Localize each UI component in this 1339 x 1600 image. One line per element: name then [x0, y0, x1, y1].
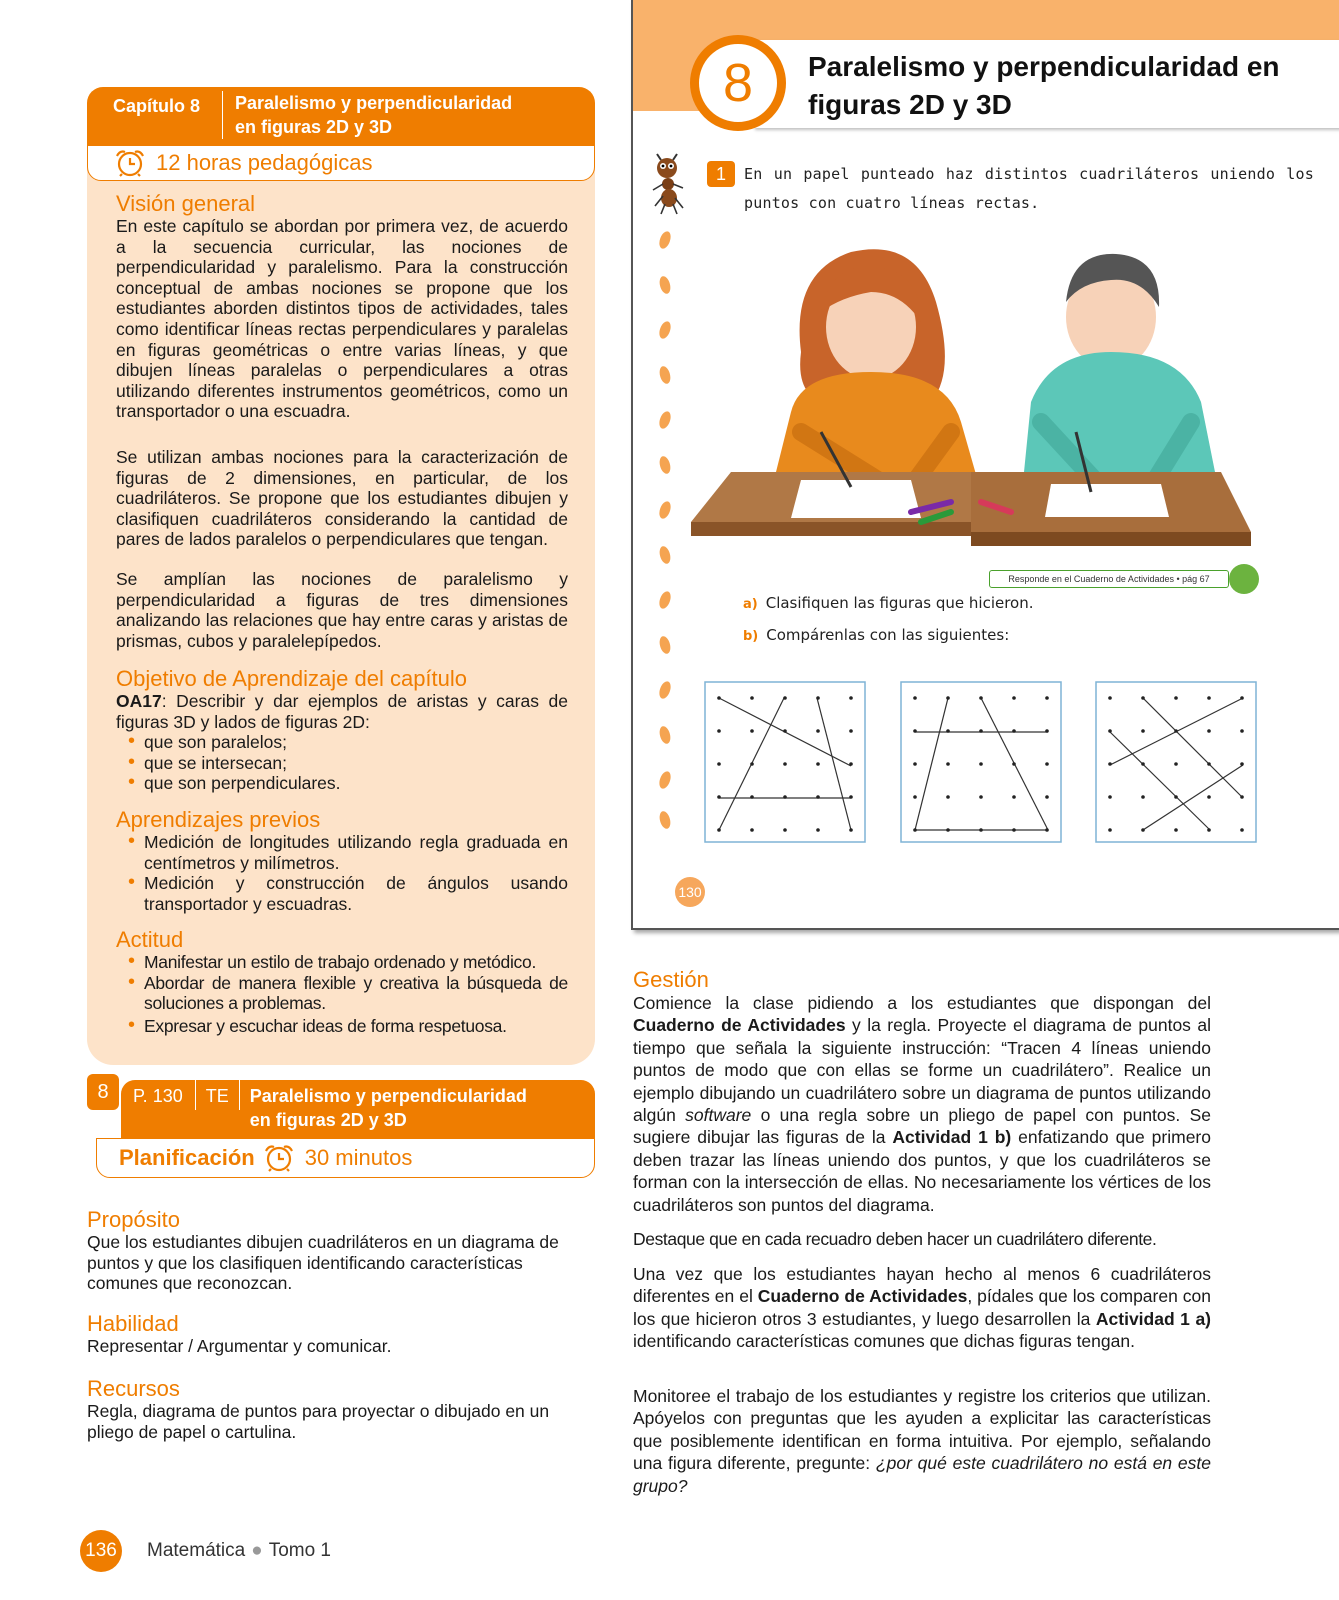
recursos-text: Regla, diagrama de puntos para proyectar o dibujado en un pliego de papel o cartulina. — [87, 1401, 550, 1442]
list-item: • Medición y construcción de ángulos usando transportador y escuadras. — [116, 873, 568, 914]
grid-dot — [946, 762, 950, 766]
footer-text: Matemática ● Tomo 1 — [147, 1540, 331, 1561]
actitud-section — [116, 928, 568, 1036]
list-item: • Expresar y escuchar ideas de forma respetuosa. — [116, 1016, 568, 1037]
actitud-title: Actitud — [116, 927, 184, 952]
grid-dot — [783, 762, 787, 766]
list-item: • que se intersecan; — [116, 753, 568, 774]
grid-dot — [946, 729, 950, 733]
list-item: • Abordar de manera flexible y creativa la búsqueda de soluciones a problemas. — [116, 973, 568, 1014]
grid-dot — [750, 729, 754, 733]
planning-title: Paralelismo y perpendicularidad en figuras 2D y 3D — [249, 1086, 527, 1130]
habilidad-section — [87, 1312, 597, 1357]
grid-dot — [1045, 729, 1049, 733]
children-drawing-illustration — [681, 232, 1263, 552]
grid-dot — [816, 696, 820, 700]
list-item: • Medición de longitudes utilizando regla graduada en centímetros y milímetros. — [116, 832, 568, 873]
grid-dot — [816, 729, 820, 733]
grid-dot — [849, 729, 853, 733]
dot-grid-diagrams — [703, 680, 1303, 850]
grid-dot — [946, 696, 950, 700]
grid-dot — [979, 795, 983, 799]
recursos-title: Recursos — [87, 1376, 180, 1401]
chapter-header — [87, 87, 595, 145]
grid-dot — [1174, 696, 1178, 700]
proposito-text: Que los estudiantes dibujen cuadriláteros en un diagrama de puntos y que los clasifiquen identificando características comunes que reconozcan. — [87, 1232, 559, 1294]
actitud-list — [116, 952, 568, 1036]
objetivo-section — [116, 667, 568, 794]
chapter-title: Paralelismo y perpendicularidad en figuras 2D y 3D — [235, 93, 513, 137]
grid-dot — [1108, 762, 1112, 766]
grid-dot — [1207, 795, 1211, 799]
student-page-title: Paralelismo y perpendicularidad en figuras 2D y 3D — [808, 51, 1280, 120]
grid-dot — [849, 828, 853, 832]
gestion-section — [633, 968, 1211, 1216]
grid-dot — [1012, 795, 1016, 799]
grid-dot — [1141, 762, 1145, 766]
chapter-number-label: Capítulo 8 — [87, 91, 223, 139]
grid-dot — [979, 762, 983, 766]
grid-dot — [717, 795, 721, 799]
grid-dot — [1207, 762, 1211, 766]
grid-dot — [849, 696, 853, 700]
grid-dot — [1045, 795, 1049, 799]
student-page-chapter-number: 8 — [690, 35, 786, 131]
responde-note: Responde en el Cuaderno de Actividades • pág 67 — [989, 570, 1229, 588]
grid-dot — [1012, 696, 1016, 700]
grid-dot — [1045, 696, 1049, 700]
vision-paragraph-3: Se amplían las nociones de paralelismo y perpendicularidad a figuras de tres dimensiones analizando las relaciones que hay entre caras y aristas de prismas, cubos y paralelepípedos. — [116, 569, 568, 651]
vision-paragraph-2: Se utilizan ambas nociones para la caracterización de figuras de 2 dimensiones, en particular, de los cuadriláteros. Se propone que los estudiantes dibujen y clasifiquen cuadriláteros considerando la cantidad de pares de lados paralelos o perpendiculares que tengan. — [116, 447, 568, 550]
grid-dot — [750, 828, 754, 832]
grid-dot — [1108, 729, 1112, 733]
gestion-paragraph-3: Una vez que los estudiantes hayan hecho al menos 6 cuadriláteros diferentes en el Cuaderno de Actividades, pídales que los comparen con los que hicieron otros 3 estudiantes, y luego desarrollen la Actividad 1 a) identificando características comunes que dichas figuras tengan. — [633, 1264, 1212, 1352]
grid-dot — [1174, 828, 1178, 832]
hours-label: 12 horas pedagógicas — [156, 150, 373, 175]
activity-text: En un papel punteado haz distintos cuadriláteros uniendo los puntos con cuatro líneas rectas. — [744, 165, 1314, 212]
gestion-paragraph-4: Monitoree el trabajo de los estudiantes y registre los criterios que utilizan. Apóyelos con preguntas que les ayuden a explicitar las características que posiblemente identifican en forma intuitiva. Por ejemplo, señalando una figura diferente, pregunte: ¿por qué este cuadrilátero no está en este grupo? — [633, 1386, 1211, 1496]
objetivo-list — [116, 732, 568, 794]
question-b: b) Compárenlas con las siguientes: — [743, 626, 1010, 644]
objetivo-title: Objetivo de Aprendizaje del capítulo — [116, 666, 468, 691]
grid-dot — [979, 828, 983, 832]
habilidad-text: Representar / Argumentar y comunicar. — [87, 1336, 392, 1356]
planning-label: Planificación — [119, 1145, 255, 1170]
vision-section — [116, 192, 568, 422]
grid-dot — [913, 828, 917, 832]
grid-dot — [750, 762, 754, 766]
habilidad-title: Habilidad — [87, 1311, 179, 1336]
leaf-decoration — [653, 230, 677, 830]
page-number: 136 — [80, 1530, 122, 1572]
grid-dot — [979, 729, 983, 733]
planning-header — [121, 1080, 595, 1138]
grid-dot — [1012, 828, 1016, 832]
grid-dot — [1207, 729, 1211, 733]
planning-number-badge: 8 — [87, 1074, 119, 1110]
grid-dot — [1240, 729, 1244, 733]
grid-dot — [816, 828, 820, 832]
grid-dot — [816, 795, 820, 799]
grid-dot — [1108, 828, 1112, 832]
grid-dot — [717, 762, 721, 766]
grid-dot — [783, 828, 787, 832]
pencil-badge-icon — [1229, 564, 1259, 594]
previos-list — [116, 832, 568, 914]
grid-dot — [1240, 696, 1244, 700]
grid-dot — [1012, 729, 1016, 733]
grid-dot — [946, 795, 950, 799]
ant-mascot-icon — [647, 152, 689, 216]
grid-dot — [750, 795, 754, 799]
gestion-title: Gestión — [633, 967, 709, 992]
student-page-number: 130 — [675, 877, 705, 907]
vision-title: Visión general — [116, 191, 256, 216]
grid-dot — [1141, 729, 1145, 733]
planning-bar — [96, 1138, 595, 1178]
alarm-clock-icon — [114, 149, 146, 177]
grid-dot — [1240, 795, 1244, 799]
gestion-paragraph-1: Comience la clase pidiendo a los estudiantes que dispongan del Cuaderno de Actividades y la regla. Proyecte el diagrama de puntos al tiempo que señala la siguiente instrucción: “Tracen 4 líneas uniendo puntos de modo que con ellas se forme un cuadrilátero”. Realice un ejemplo dibujando un cuadrilátero sobre un diagrama de puntos utilizando algún software o una regla sobre un pliego de papel con puntos. Se sugiere dibujar las figuras de la Actividad 1 b) enfatizando que primero deben trazar las líneas uniendo dos puntos, y que los cuadriláteros se forman con la intersección de ellas. No necesariamente los vértices de los cuadriláteros son puntos del diagrama. — [633, 993, 1212, 1215]
grid-dot — [1045, 762, 1049, 766]
objetivo-text: OA17: Describir y dar ejemplos de aristas y caras de figuras 3D y lados de figuras 2D: — [116, 691, 568, 732]
vision-paragraph-1: En este capítulo se abordan por primera vez, de acuerdo a la secuencia curricular, las nociones de perpendicularidad y paralelismo. Para la construcción conceptual de ambas nociones se propone que los estudiantes aborden distintos tipos de actividades, tales como identificar líneas rectas perpendiculares y paralelas en figuras geométricas o entre varias líneas, y que dibujen líneas paralelas o perpendiculares a otras utilizando diferentes instrumentos geométricos, como un transportador o una escuadra. — [116, 216, 568, 422]
grid-dot — [979, 696, 983, 700]
grid-dot — [1240, 762, 1244, 766]
grid-dot — [783, 729, 787, 733]
planning-duration: 30 minutos — [304, 1145, 413, 1170]
list-item: • que son paralelos; — [116, 732, 568, 753]
list-item: • Manifestar un estilo de trabajo ordenado y metódico. — [116, 952, 568, 973]
grid-dot — [1141, 795, 1145, 799]
proposito-section — [87, 1208, 597, 1294]
grid-dot — [816, 762, 820, 766]
grid-dot — [1174, 729, 1178, 733]
grid-dot — [946, 828, 950, 832]
previos-section — [116, 808, 568, 914]
grid-dot — [717, 729, 721, 733]
grid-dot — [1174, 795, 1178, 799]
grid-dot — [717, 696, 721, 700]
grid-dot — [849, 795, 853, 799]
grid-dot — [1174, 762, 1178, 766]
grid-dot — [913, 795, 917, 799]
list-item: • que son perpendiculares. — [116, 773, 568, 794]
grid-dot — [750, 696, 754, 700]
planning-te: TE — [196, 1080, 240, 1110]
grid-dot — [1141, 696, 1145, 700]
grid-dot — [1045, 828, 1049, 832]
student-page — [631, 0, 1339, 930]
grid-dot — [849, 762, 853, 766]
grid-dot — [913, 762, 917, 766]
grid-dot — [1207, 696, 1211, 700]
grid-dot — [1012, 762, 1016, 766]
grid-dot — [1141, 828, 1145, 832]
grid-dot — [913, 696, 917, 700]
grid-dot — [783, 795, 787, 799]
planning-page: P. 130 — [121, 1080, 196, 1110]
grid-dot — [783, 696, 787, 700]
grid-dot — [1108, 795, 1112, 799]
grid-dot — [1207, 828, 1211, 832]
activity-number: 1 — [707, 161, 735, 187]
recursos-section — [87, 1377, 597, 1442]
grid-dot — [1108, 696, 1112, 700]
grid-dot — [913, 729, 917, 733]
grid-dot — [1240, 828, 1244, 832]
previos-title: Aprendizajes previos — [116, 807, 321, 832]
grid-dot — [717, 828, 721, 832]
hours-bar — [87, 145, 595, 181]
proposito-title: Propósito — [87, 1207, 180, 1232]
gestion-paragraph-2: Destaque que en cada recuadro deben hacer un cuadrilátero diferente. — [633, 1229, 1157, 1249]
question-a: a) Clasifiquen las figuras que hicieron. — [743, 594, 1034, 612]
alarm-clock-icon — [263, 1144, 295, 1172]
